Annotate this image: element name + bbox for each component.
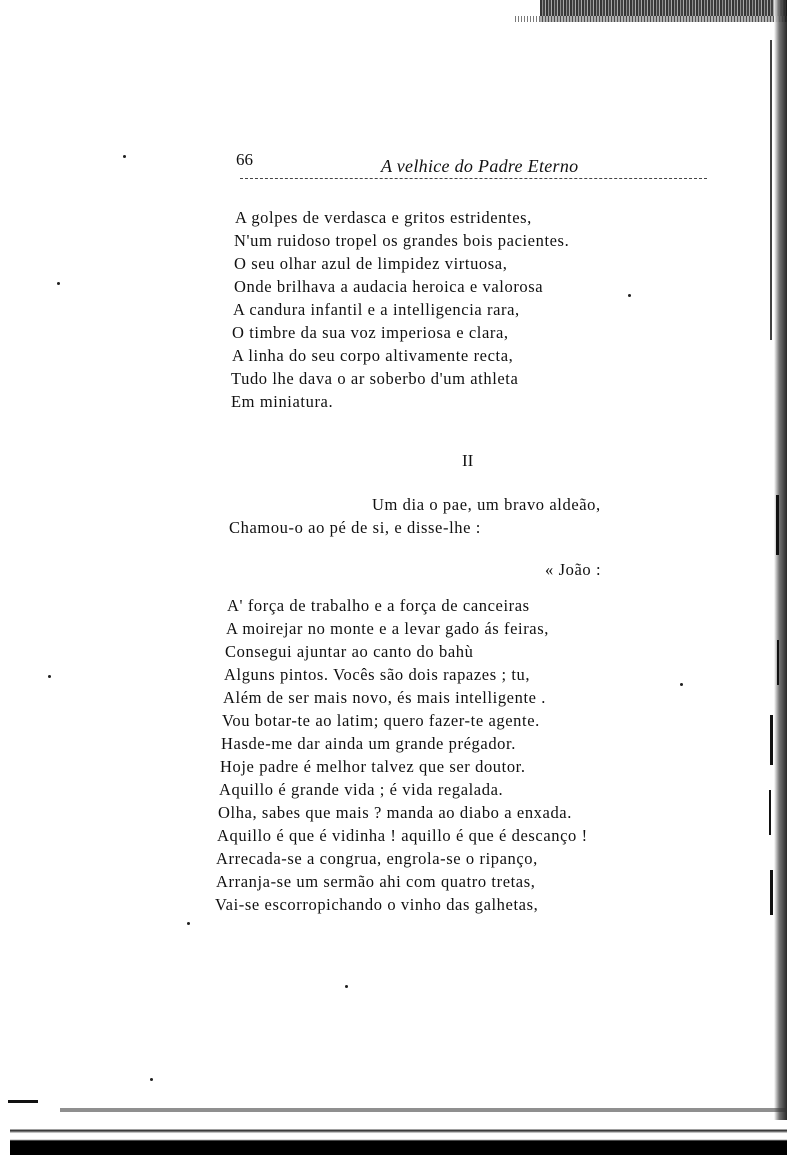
scan-mark-bottom-left xyxy=(8,1100,38,1103)
verse-line: Consegui ajuntar ao canto do bahù xyxy=(225,642,474,661)
speck xyxy=(57,282,60,285)
scan-edge-top-fringe xyxy=(515,16,787,22)
scan-mark-right-2 xyxy=(776,495,779,555)
scan-mark-right-4 xyxy=(770,715,773,765)
verse-line: O timbre da sua voz imperiosa e clara, xyxy=(232,323,509,342)
verse-line: Aquillo é que é vidinha ! aquillo é que é descanço ! xyxy=(217,826,588,845)
page-number: 66 xyxy=(236,150,253,169)
scan-edge-bottom-line xyxy=(60,1108,787,1112)
speck xyxy=(48,675,51,678)
verse-line: Arrecada-se a congrua, engrola-se o ripanço, xyxy=(216,849,538,868)
verse-line: Chamou-o ao pé de si, e disse-lhe : xyxy=(229,518,481,537)
verse-line: Alguns pintos. Vocês são dois rapazes ; tu, xyxy=(224,665,531,684)
verse-line: Vou botar-te ao latim; quero fazer-te agente. xyxy=(222,711,540,730)
section-heading: II xyxy=(462,451,474,470)
speaker-label: « João : xyxy=(545,560,602,579)
verse-line: Vai-se escorropichando o vinho das galhetas, xyxy=(215,895,539,914)
verse-line: N'um ruidoso tropel os grandes bois pacientes. xyxy=(234,231,570,250)
scan-edge-right xyxy=(774,0,787,1155)
verse-line: Tudo lhe dava o ar soberbo d'um athleta xyxy=(231,369,519,388)
verse-line: Onde brilhava a audacia heroica e valorosa xyxy=(234,277,544,296)
verse-line: Arranja-se um sermão ahi com quatro tretas, xyxy=(216,872,536,891)
verse-line: O seu olhar azul de limpidez virtuosa, xyxy=(234,254,508,273)
verse-line: A candura infantil e a intelligencia rara, xyxy=(233,300,520,319)
verse-line: Hasde-me dar ainda um grande prégador. xyxy=(221,734,516,753)
scan-mark-right-3 xyxy=(777,640,779,685)
scan-mark-right-5 xyxy=(769,790,771,835)
scan-mark-right-6 xyxy=(770,870,773,915)
verse-line: Em miniatura. xyxy=(231,392,334,411)
speck xyxy=(150,1078,153,1081)
scan-edge-bottom xyxy=(10,1120,787,1155)
speck xyxy=(345,985,348,988)
speck xyxy=(680,683,683,686)
verse-line: Olha, sabes que mais ? manda ao diabo a enxada. xyxy=(218,803,572,822)
verse-line: A moirejar no monte e a levar gado ás feiras, xyxy=(226,619,549,638)
running-title: A velhice do Padre Eterno xyxy=(381,156,579,176)
header-rule xyxy=(240,178,707,179)
verse-line: A' força de trabalho e a força de canceiras xyxy=(227,596,530,615)
verse-line: A golpes de verdasca e gritos estridentes, xyxy=(235,208,532,227)
verse-line: A linha do seu corpo altivamente recta, xyxy=(232,346,514,365)
scan-mark-right-1 xyxy=(770,40,772,340)
running-head xyxy=(236,150,706,180)
speck xyxy=(628,294,631,297)
verse-line: Além de ser mais novo, és mais intelligente . xyxy=(223,688,547,707)
verse-line: Hoje padre é melhor talvez que ser doutor. xyxy=(220,757,526,776)
speck xyxy=(123,155,126,158)
verse-line: Aquillo é grande vida ; é vida regalada. xyxy=(219,780,504,799)
verse-line: Um dia o pae, um bravo aldeão, xyxy=(372,495,601,514)
speck xyxy=(187,922,190,925)
